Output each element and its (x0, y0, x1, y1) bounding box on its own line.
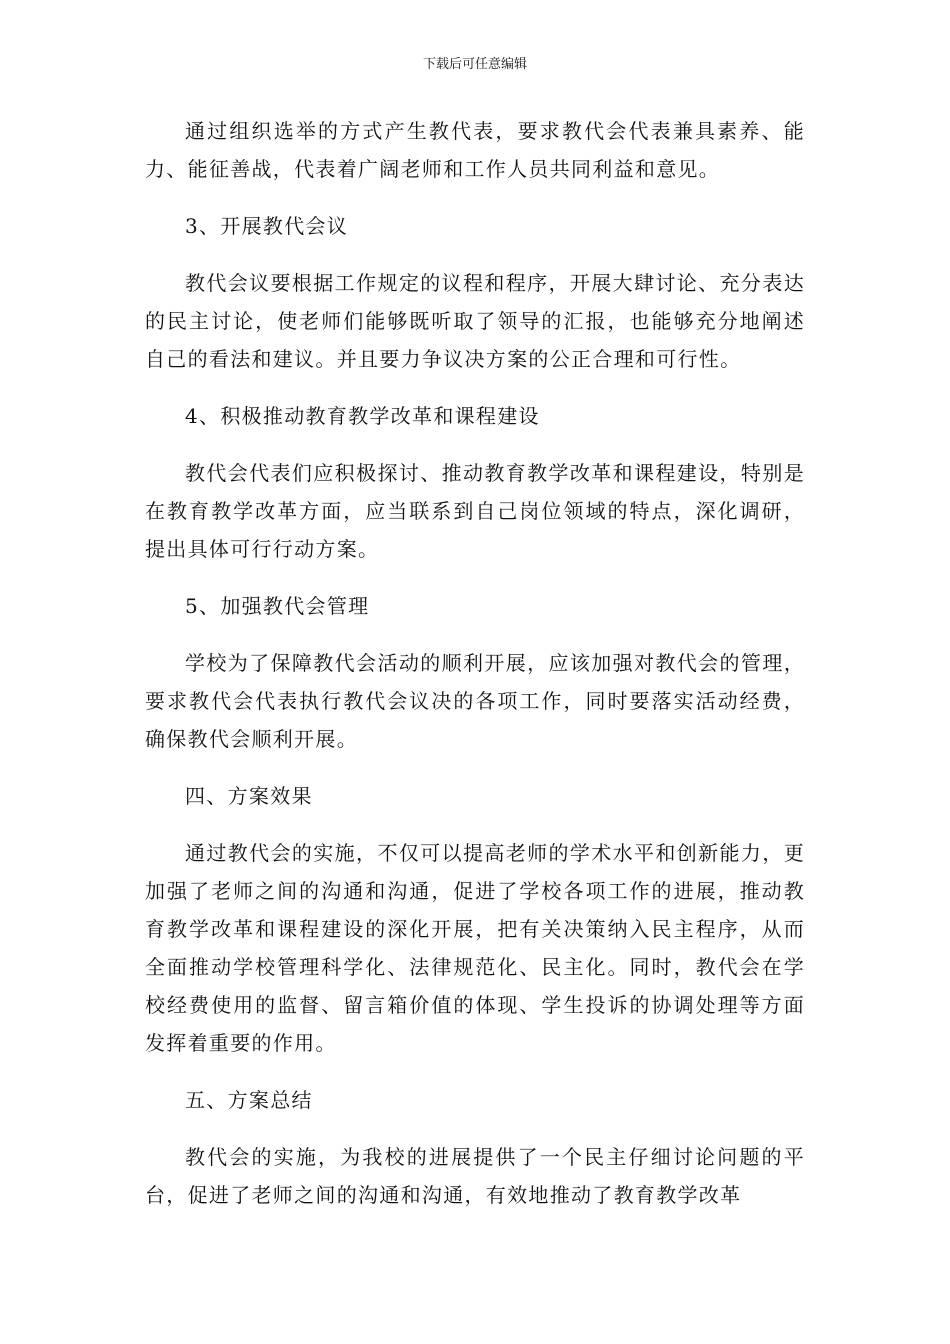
paragraph-management-details: 学校为了保障教代会活动的顺利开展，应该加强对教代会的管理，要求教代会代表执行教代会议决的各项工作，同时要落实活动经费，确保教代会顺利开展。 (145, 651, 805, 751)
heading-hold-meeting: 3、开展教代会议 (185, 214, 349, 238)
heading-plan-summary: 五、方案总结 (185, 1088, 313, 1112)
heading-promote-reform: 4、积极推动教育教学改革和课程建设 (185, 404, 540, 428)
heading-plan-effect: 四、方案效果 (185, 784, 313, 808)
page-header: 下载后可任意编辑 (422, 57, 527, 72)
paragraph-reform-details: 教代会代表们应积极探讨、推动教育教学改革和课程建设，特别是在教育教学改革方面，应当联系到自己岗位领域的特点，深化调研，提出具体可行行动方案。 (145, 461, 805, 561)
paragraph-meeting-procedure: 教代会议要根据工作规定的议程和程序，开展大肆讨论、充分表达的民主讨论，使老师们能够既听取了领导的汇报，也能够充分地阐述自己的看法和建议。并且要力争议决方案的公正合理和可行性。 (145, 271, 805, 371)
paragraph-representative-election: 通过组织选举的方式产生教代表，要求教代会代表兼具素养、能力、能征善战，代表着广阔老师和工作人员共同利益和意见。 (145, 119, 805, 181)
paragraph-plan-summary: 教代会的实施，为我校的进展提供了一个民主仔细讨论问题的平台，促进了老师之间的沟通和沟通，有效地推动了教育教学改革 (145, 1145, 805, 1207)
paragraph-plan-effect: 通过教代会的实施，不仅可以提高老师的学术水平和创新能力，更加强了老师之间的沟通和沟通，促进了学校各项工作的进展，推动教育教学改革和课程建设的深化开展，把有关决策纳入民主程序，从而全面推动学校管理科学化、法律规范化、民主化。同时，教代会在学校经费使用的监督、留言箱价值的体现、学生投诉的协调处理等方面发挥着重要的作用。 (145, 841, 805, 1055)
document-body (145, 112, 805, 1233)
heading-strengthen-management: 5、加强教代会管理 (185, 594, 370, 618)
